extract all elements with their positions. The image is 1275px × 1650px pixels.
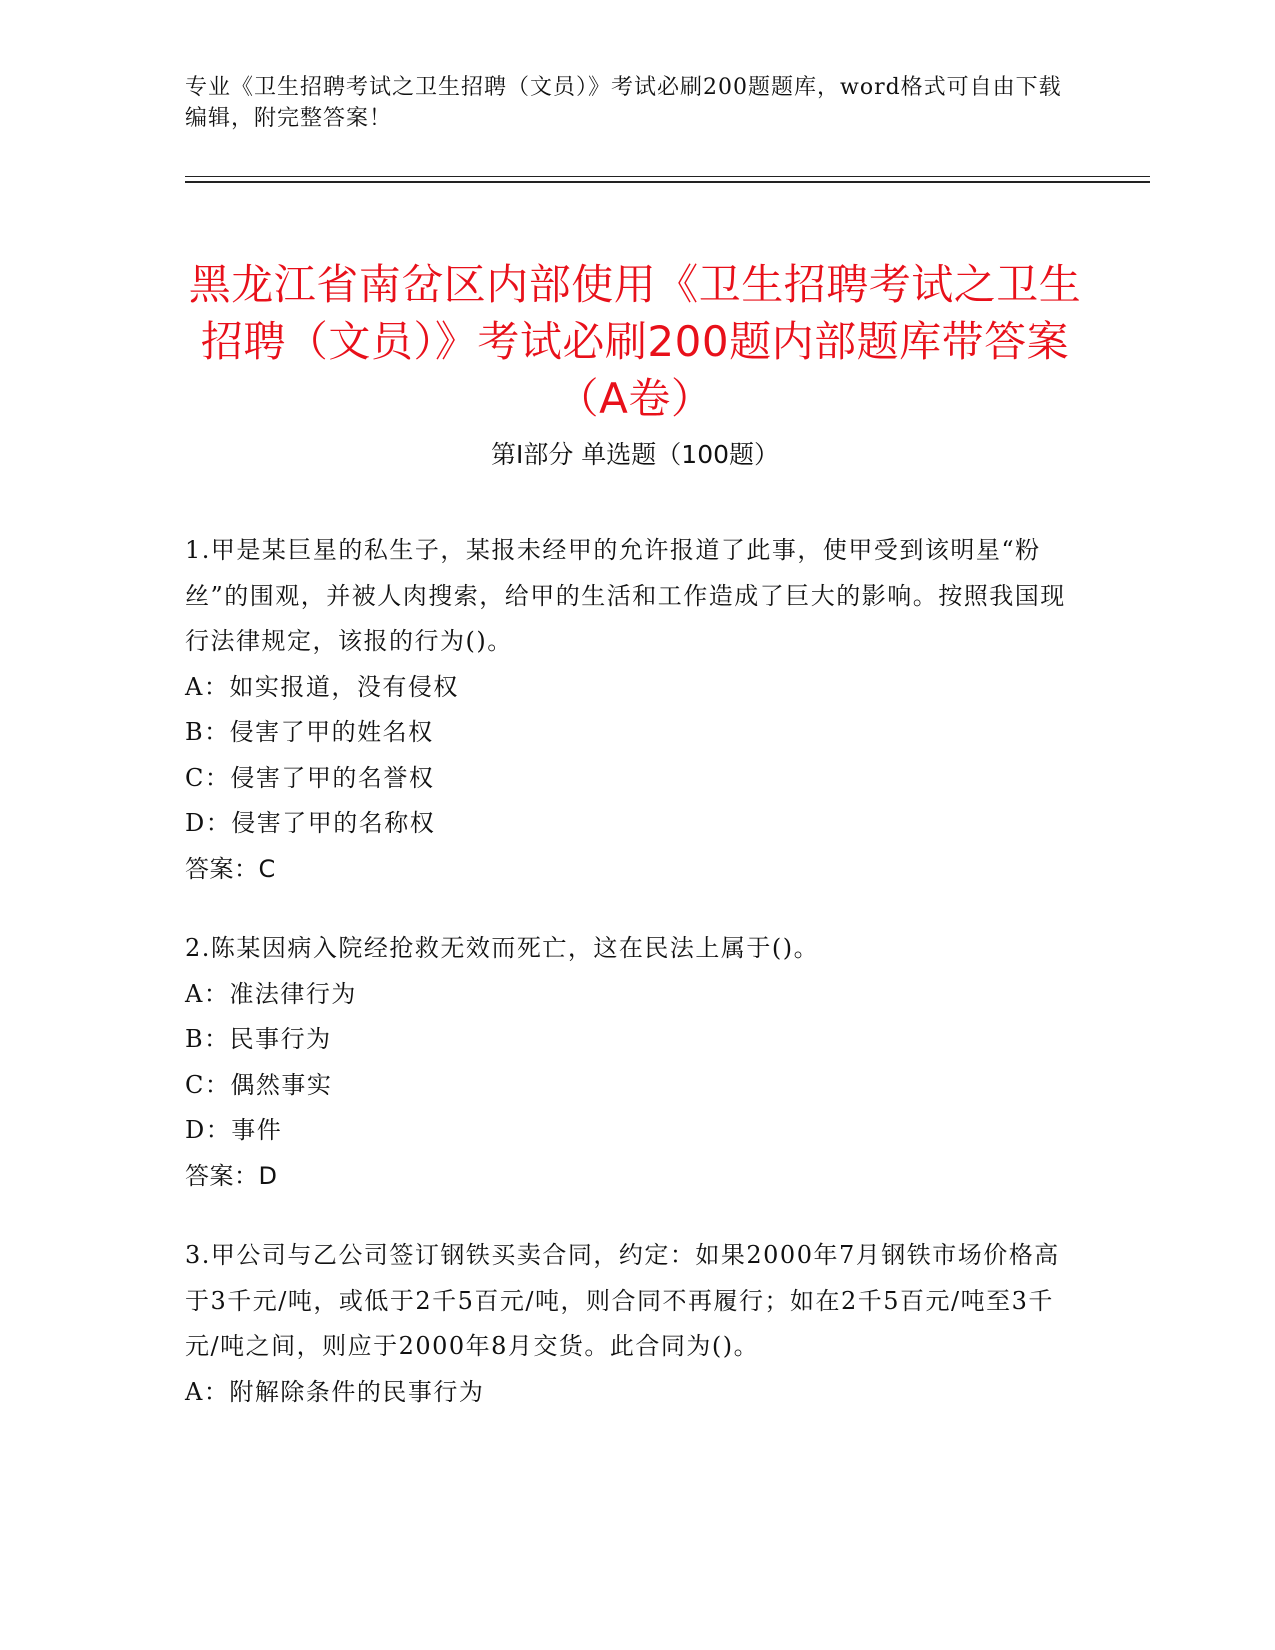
option-b: B：侵害了甲的姓名权: [185, 718, 434, 746]
option-d: D：侵害了甲的名称权: [185, 809, 436, 837]
header-rule-thick: [185, 181, 1150, 183]
question-2: [185, 926, 1085, 1199]
header-note: 专业《卫生招聘考试之卫生招聘（文员）》考试必刷200题题库，word格式可自由下载编辑，附完整答案！: [185, 75, 1062, 131]
option-b: B：民事行为: [185, 1025, 332, 1053]
question-stem: 3.甲公司与乙公司签订钢铁买卖合同，约定：如果2000年7月钢铁市场价格高于3千元/吨，或低于2千5百元/吨，则合同不再履行；如在2千5百元/吨至3千元/吨之间，则应于2000年8月交货。此合同为()。: [185, 1241, 1060, 1360]
answer-line: 答案：C: [185, 854, 276, 883]
option-a: A：附解除条件的民事行为: [185, 1377, 485, 1406]
question-3: [185, 1233, 1085, 1415]
option-d: D：事件: [185, 1116, 283, 1144]
section-title: 第Ⅰ部分 单选题（100题）: [490, 440, 780, 469]
option-c: C：侵害了甲的名誉权: [185, 763, 435, 792]
option-a: A：如实报道，没有侵权: [185, 672, 459, 701]
question-stem: 2.陈某因病入院经抢救无效而死亡，这在民法上属于()。: [185, 934, 820, 962]
question-1: [185, 528, 1085, 892]
option-a: A：准法律行为: [185, 979, 357, 1008]
question-list: [185, 528, 1085, 1449]
answer-line: 答案：D: [185, 1161, 278, 1190]
option-c: C：偶然事实: [185, 1070, 333, 1099]
question-stem: 1.甲是某巨星的私生子，某报未经甲的允许报道了此事，使甲受到该明星“粉丝”的围观，并被人肉搜索，给甲的生活和工作造成了巨大的影响。按照我国现行法律规定，该报的行为()。: [185, 536, 1066, 655]
header-rule-thin: [185, 176, 1150, 177]
document-title: 黑龙江省南岔区内部使用《卫生招聘考试之卫生招聘（文员）》考试必刷200题内部题库带答案（A卷）: [188, 260, 1082, 424]
